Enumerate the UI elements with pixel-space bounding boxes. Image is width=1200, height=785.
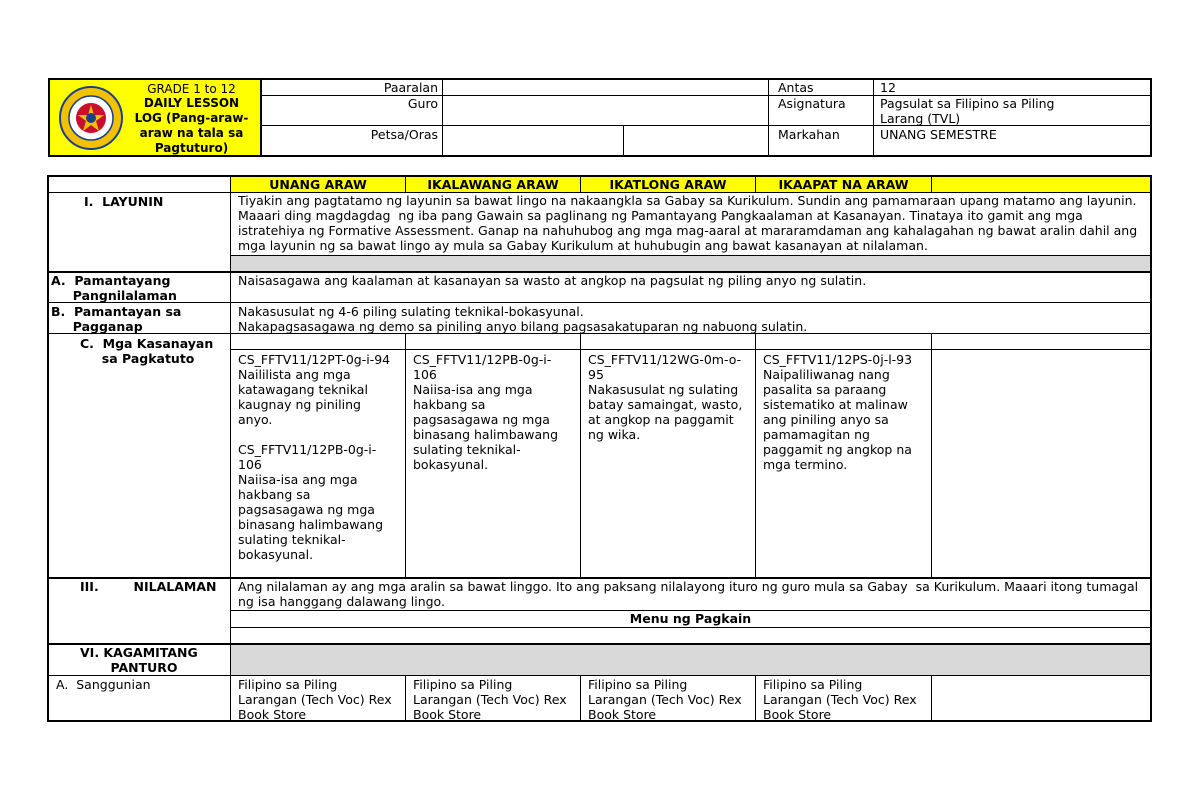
- asignatura-label: Asignatura: [778, 96, 846, 111]
- kasanayan-cell-2: CS_FFTV11/12PB-0g-i- 106 Naiisa-isa ang mga hakbang sa pagsasagawa ng mga binasang halimbawang sulating teknikal- bokasyunal.: [413, 352, 559, 472]
- antas-value: 12: [880, 80, 896, 95]
- guro-label: Guro: [407, 96, 438, 111]
- paaralan-field[interactable]: [443, 80, 768, 95]
- kasanayan-cell-4: CS_FFTV11/12PS-0j-l-93 Naipaliliwanag nang pasalita sa paraang sistematiko at malinaw ang piniling anyo sa pamamagitan ng paggamit ng angkop na mga termino.: [763, 352, 913, 472]
- daily-lesson-log-title: DAILY LESSON LOG (Pang-araw- araw na tala sa Pagtuturo): [134, 96, 249, 155]
- deped-seal-icon: [58, 85, 124, 151]
- layunin-text: Tiyakin ang pagtatamo ng layunin sa bawat lingo na nakaangkla sa Gabay sa Kurikulum. Sundin ang pamamaraan upang matamo ang layunin. Maaari ding magdagdag ng iba pang Gawain sa paglinang ng Pamantayang Pangkaalaman at Kasanayan. Tinataya ito gamit ang mga istratehiya ng Formative Assessment. Ganap na nahuhubog ang mga mag-aaral at mararamdaman ang kahalagahan ng bawat aralin dahil ang mga layunin ng sa bawat lingo ay mula sa Gabay Kurikulum at huhubugin ang bawat kasanayan at nilalaman.: [238, 193, 1142, 253]
- sanggunian-cell-2: Filipino sa Piling Larangan (Tech Voc) Rex Book Store: [413, 677, 567, 722]
- pamantayang-nilalaman-text: Naisasagawa ang kaalaman at kasanayan sa wasto at angkop na pagsulat ng piling anyo ng sulatin.: [238, 273, 867, 288]
- day-header-1: UNANG ARAW: [269, 177, 367, 192]
- paaralan-label: Paaralan: [383, 80, 438, 95]
- kagamitan-label: VI. KAGAMITANG PANTURO: [80, 645, 198, 675]
- nilalaman-text: Ang nilalaman ay ang mga aralin sa bawat linggo. Ito ang paksang nilalayong ituro ng guro mula sa Gabay sa Kurikulum. Maaari itong tumagal ng isa hanggang dalawang lingo.: [238, 579, 1143, 609]
- layunin-label: I. LAYUNIN: [84, 194, 164, 209]
- sanggunian-cell-4: Filipino sa Piling Larangan (Tech Voc) Rex Book Store: [763, 677, 917, 722]
- menu-ng-pagkain-heading: Menu ng Pagkain: [629, 611, 752, 626]
- kagamitan-shaded-row: [231, 645, 1150, 675]
- sanggunian-label: A. Sanggunian: [56, 677, 151, 692]
- guro-field[interactable]: [443, 96, 768, 125]
- kasanayan-label: C. Mga Kasanayan sa Pagkatuto: [80, 336, 214, 366]
- pamantayan-pagganap-label: B. Pamantayan sa Pagganap: [51, 304, 182, 334]
- oras-field[interactable]: [624, 126, 768, 155]
- markahan-value: UNANG SEMESTRE: [880, 127, 997, 142]
- kasanayan-cell-1: CS_FFTV11/12PT-0g-i-94 Naililista ang mga katawagang teknikal kaugnay ng piniling anyo. CS_FFTV11/12PB-0g-i- 106 Naiisa-isa ang mga hakbang sa pagsasagawa ng mga binasang halimbawang sulating teknikal- bokasyunal.: [238, 352, 391, 562]
- layunin-shaded-row: [231, 256, 1150, 272]
- grade-level-text: GRADE 1 to 12: [147, 82, 236, 96]
- pamantayang-nilalaman-label: A. Pamantayang Pangnilalaman: [51, 273, 177, 303]
- pamantayan-pagganap-text: Nakasusulat ng 4-6 piling sulating teknikal-bokasyunal. Nakapagsasagawa ng demo sa piniling anyo bilang pagsasakatuparan ng nabuong sulatin.: [238, 304, 808, 334]
- petsa-oras-label: Petsa/Oras: [370, 127, 438, 142]
- nilalaman-label: III. NILALAMAN: [80, 579, 217, 594]
- day-header-3: IKATLONG ARAW: [609, 177, 727, 192]
- sanggunian-cell-1: Filipino sa Piling Larangan (Tech Voc) Rex Book Store: [238, 677, 392, 722]
- day-header-2: IKALAWANG ARAW: [427, 177, 559, 192]
- day-header-4: IKAAPAT NA ARAW: [778, 177, 909, 192]
- petsa-field[interactable]: [443, 126, 623, 155]
- asignatura-value: Pagsulat sa Filipino sa Piling Larang (TVL): [880, 96, 1055, 126]
- sanggunian-cell-3: Filipino sa Piling Larangan (Tech Voc) Rex Book Store: [588, 677, 742, 722]
- markahan-label: Markahan: [778, 127, 840, 142]
- kasanayan-cell-3: CS_FFTV11/12WG-0m-o- 95 Nakasusulat ng sulating batay samaingat, wasto, at angkop na paggamit ng wika.: [588, 352, 743, 442]
- antas-label: Antas: [778, 80, 814, 95]
